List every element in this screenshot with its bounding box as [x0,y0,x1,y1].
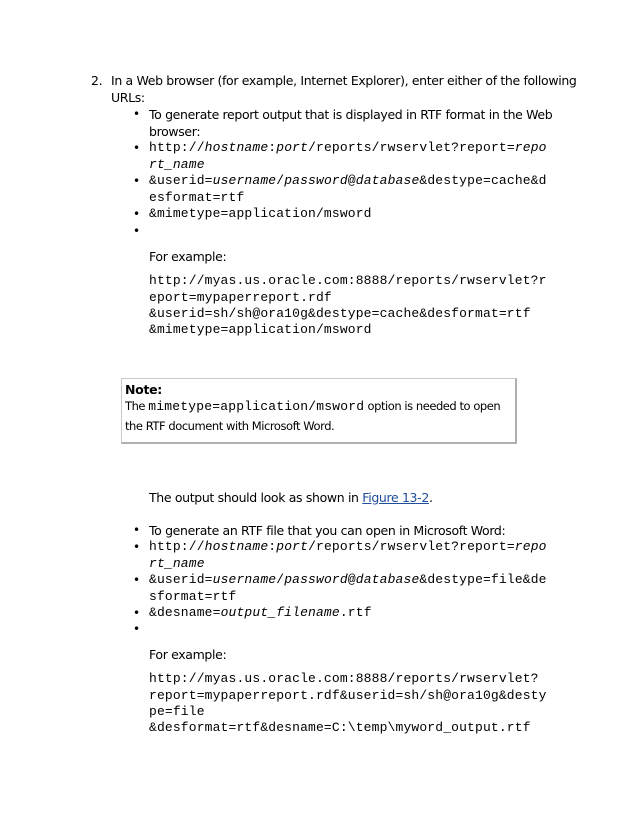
note-line2: the RTF document with Microsoft Word. [125,419,335,433]
rtf-word-url-line2: &userid=username/password@database&destype=file&de [149,572,547,587]
rtf-display-heading-line1: To generate report output that is displayed in RTF format in the Web [149,107,553,122]
bullet: • [133,523,141,537]
bullet: • [133,606,141,620]
bullet: • [133,573,141,587]
rtf-word-example-line1: http://myas.us.oracle.com:8888/reports/rwservlet? [149,671,539,686]
rtf-display-heading-line2: browser: [149,124,201,139]
rtf-display-url-line1: http://hostname:port/reports/rwservlet?report=repo [149,140,547,155]
bullet: • [133,207,141,221]
bullet: • [133,224,141,238]
note-title: Note: [125,382,163,397]
rtf-display-url-line3: &mimetype=application/msword [149,206,372,221]
rtf-display-example-line3: &userid=sh/sh@ora10g&destype=cache&desformat=rtf [149,306,531,321]
rtf-display-url-line2: &userid=username/password@database&destype=cache&d [149,173,547,188]
rtf-word-heading: To generate an RTF file that you can open in Microsoft Word: [149,523,506,538]
step-number: 2. [91,73,103,88]
rtf-display-example-line4: &mimetype=application/msword [149,322,372,337]
rtf-display-url-line2-cont: esformat=rtf [149,190,245,205]
rtf-word-url-line1: http://hostname:port/reports/rwservlet?report=repo [149,539,547,554]
rtf-word-example-line4: &desformat=rtf&desname=C:\temp\myword_output.rtf [149,720,531,735]
rtf-display-example-line2: eport=mypaperreport.rdf [149,290,332,305]
note-line1: The mimetype=application/msword option is needed to open [125,399,501,414]
rtf-word-url-line3: &desname=output_filename.rtf [149,605,372,620]
bullet: • [133,622,141,636]
note-box [121,378,517,444]
rtf-word-example-label: For example: [149,647,227,662]
bullet: • [133,540,141,554]
bullet: • [133,141,141,155]
bullet: • [133,174,141,188]
figure-link[interactable]: Figure 13-2 [362,490,429,505]
bullet: • [133,107,141,121]
rtf-display-example-line1: http://myas.us.oracle.com:8888/reports/rwservlet?r [149,273,547,288]
rtf-word-url-line2-cont: sformat=rtf [149,589,237,604]
rtf-display-example-label: For example: [149,249,227,264]
note-code: mimetype=application/msword [148,399,365,414]
output-text: The output should look as shown in Figure 13-2. [149,490,433,505]
rtf-word-example-line2: report=mypaperreport.rdf&userid=sh/sh@ora10g&desty [149,688,547,703]
rtf-word-example-line3: pe=file [149,704,205,719]
rtf-word-url-line1-cont: rt_name [149,556,205,571]
step-text-line2: URLs: [111,90,145,105]
step-text-line1: In a Web browser (for example, Internet Explorer), enter either of the following [111,73,577,88]
rtf-display-url-line1-cont: rt_name [149,157,205,172]
